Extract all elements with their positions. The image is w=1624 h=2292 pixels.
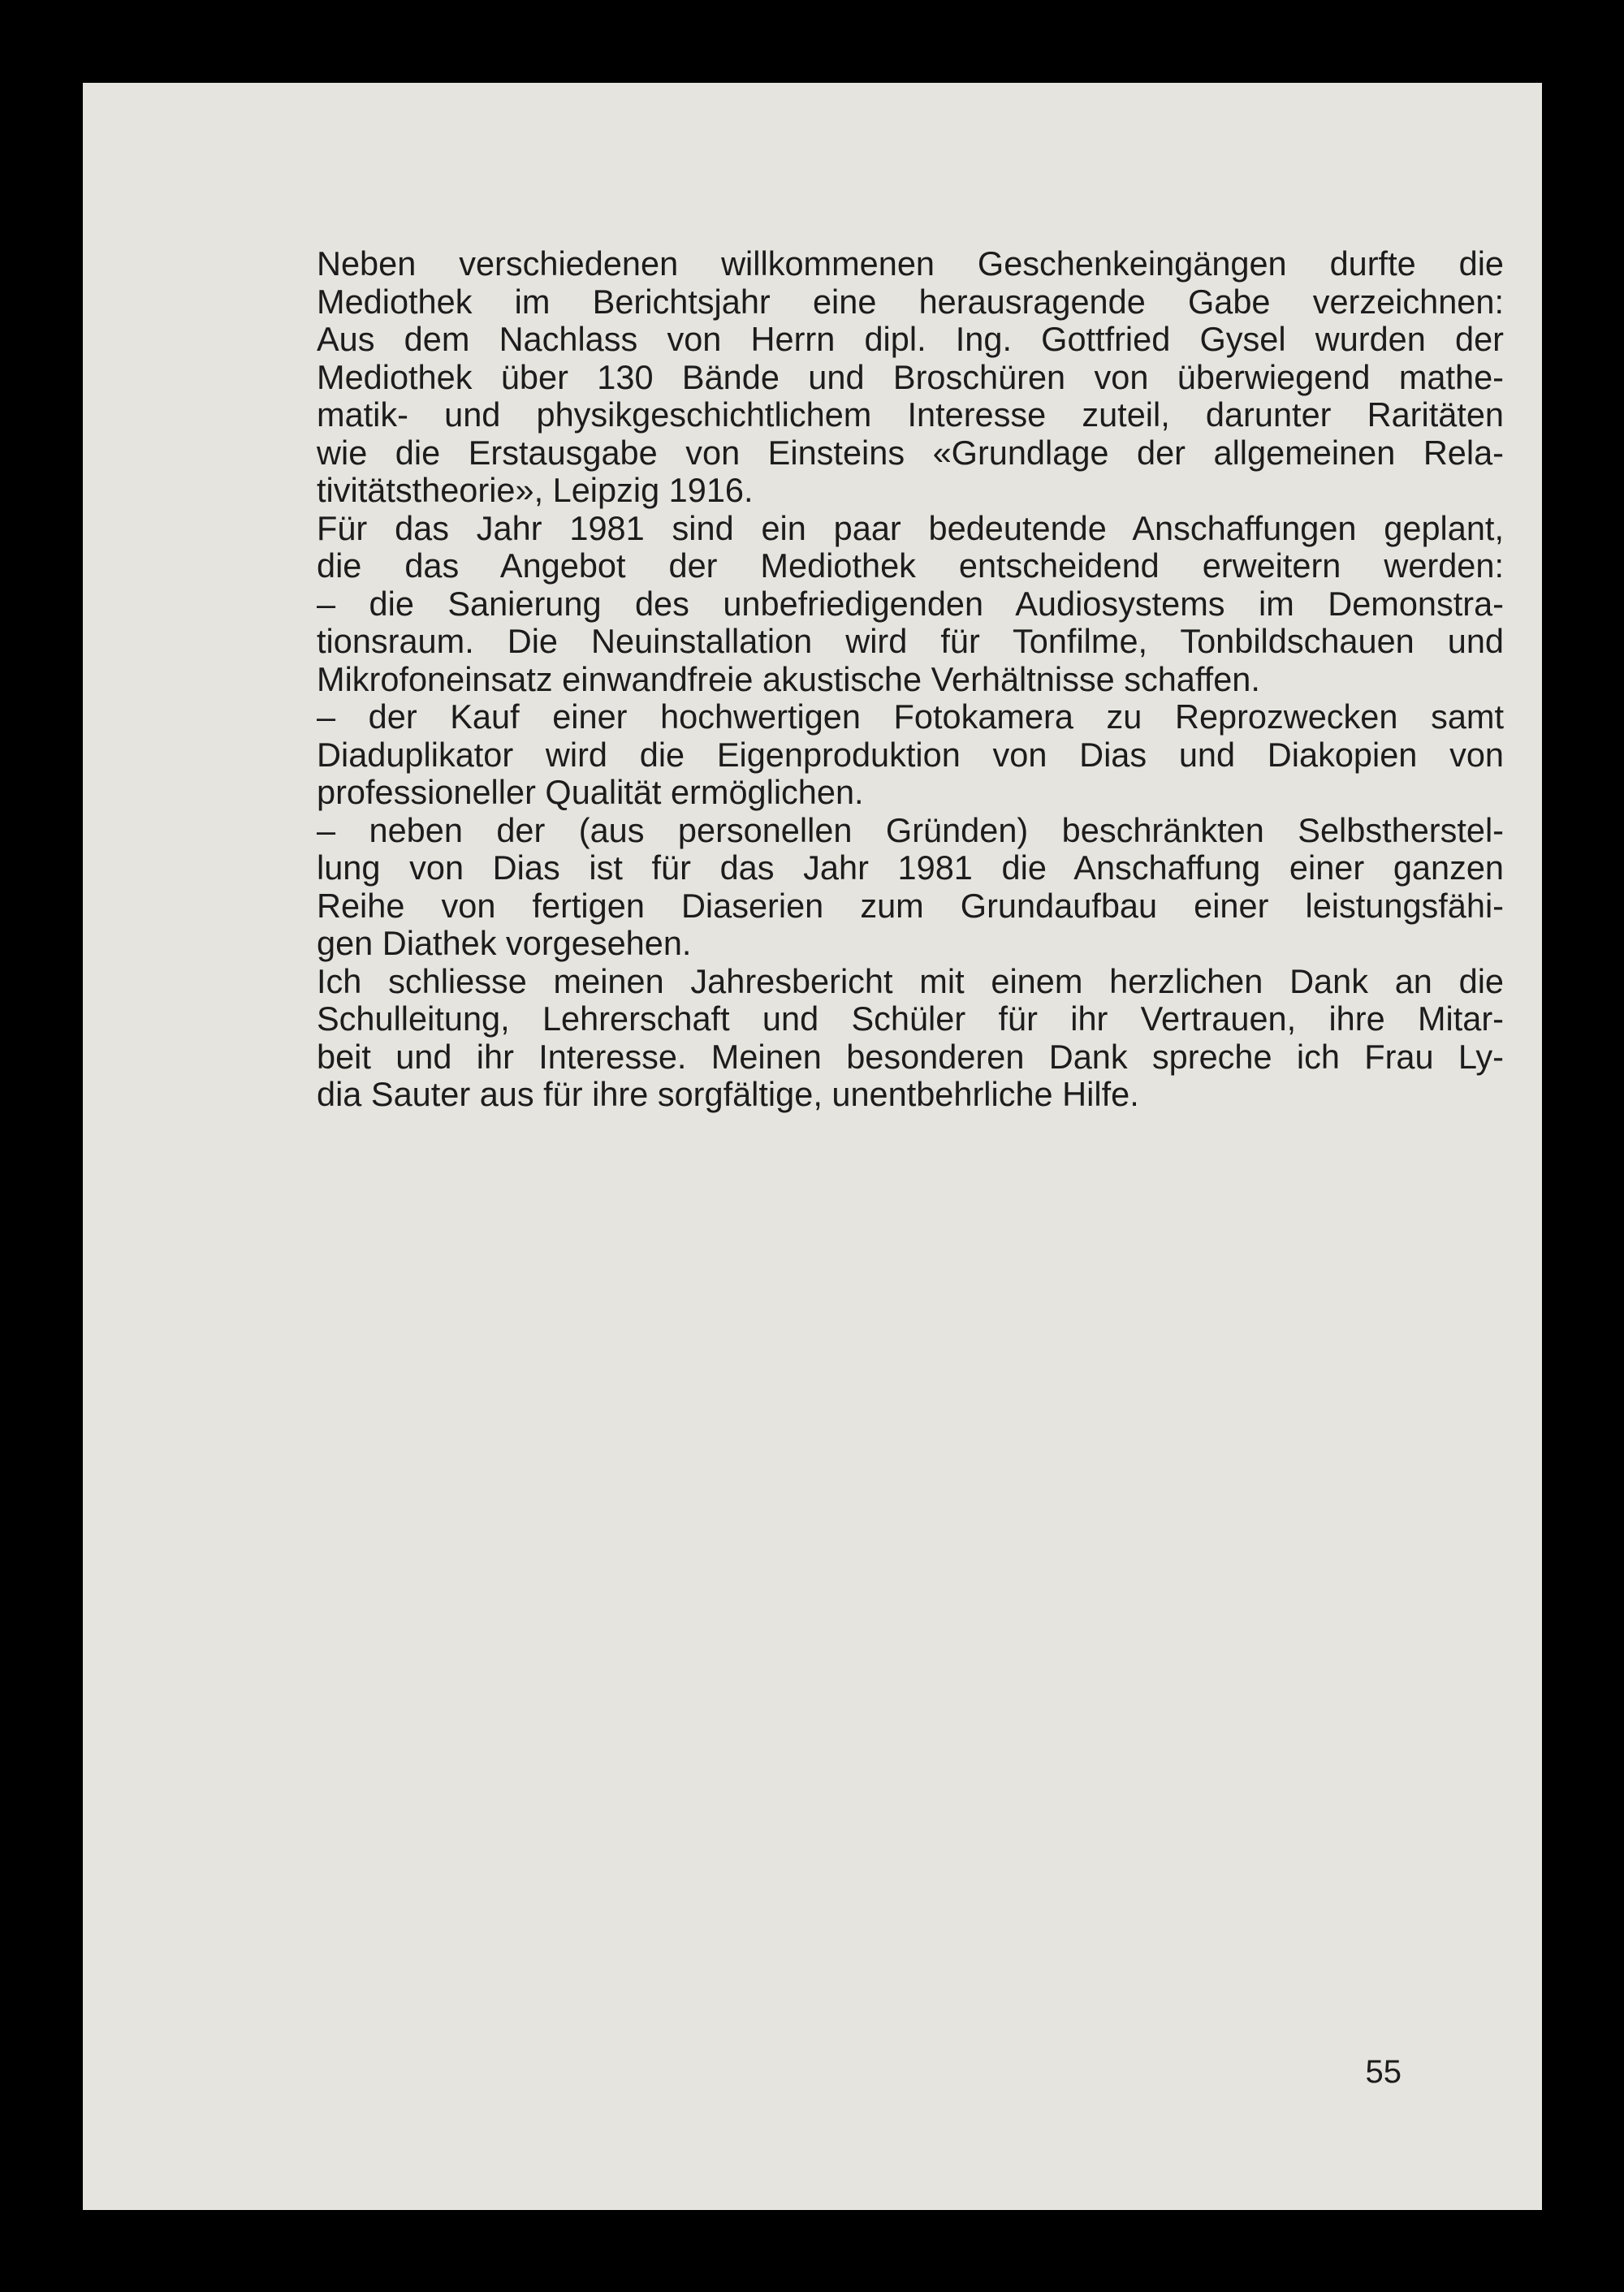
text-line-19: gen Diathek vorgesehen. [317, 924, 692, 962]
text-line-16: – neben der (aus personellen Gründen) beschränkten Selbstherstel- [317, 810, 1504, 849]
text-line-12: Mikrofoneinsatz einwandfreie akustische Verhältnisse schaffen. [317, 659, 1260, 698]
text-line-9: die das Angebot der Mediothek entscheidend erweitern werden: [317, 546, 1504, 585]
text-line-23: dia Sauter aus für ihre sorgfältige, unentbehrliche Hilfe. [317, 1075, 1139, 1113]
text-line-1: Neben verschiedenen willkommenen Geschenkeingängen durfte die [317, 244, 1504, 283]
text-line-6: wie die Erstausgabe von Einsteins «Grundlage der allgemeinen Rela- [317, 433, 1504, 472]
text-line-3: Aus dem Nachlass von Herrn dipl. Ing. Gottfried Gysel wurden der [317, 320, 1504, 358]
text-line-20: Ich schliesse meinen Jahresbericht mit einem herzlichen Dank an die [317, 961, 1504, 1000]
page-number: 55 [1365, 2054, 1402, 2090]
text-line-2: Mediothek im Berichtsjahr eine herausragende Gabe verzeichnen: [317, 282, 1504, 321]
scanned-page [83, 83, 1542, 2210]
text-line-10: – die Sanierung des unbefriedigenden Audiosystems im Demonstra- [317, 584, 1504, 623]
text-line-22: beit und ihr Interesse. Meinen besonderen Dank spreche ich Frau Ly- [317, 1037, 1504, 1076]
text-line-21: Schulleitung, Lehrerschaft und Schüler für ihr Vertrauen, ihre Mitar- [317, 999, 1504, 1038]
text-line-8: Für das Jahr 1981 sind ein paar bedeutende Anschaffungen geplant, [317, 508, 1504, 547]
body-text [317, 245, 1504, 1114]
text-line-11: tionsraum. Die Neuinstallation wird für Tonfilme, Tonbildschauen und [317, 622, 1504, 660]
text-line-13: – der Kauf einer hochwertigen Fotokamera zu Reprozwecken samt [317, 697, 1504, 736]
text-line-7: tivitätstheorie», Leipzig 1916. [317, 471, 754, 509]
text-line-4: Mediothek über 130 Bände und Broschüren von überwiegend mathe- [317, 357, 1504, 396]
text-line-18: Reihe von fertigen Diaserien zum Grundaufbau einer leistungsfähi- [317, 886, 1504, 925]
text-line-15: professioneller Qualität ermöglichen. [317, 773, 864, 811]
text-line-17: lung von Dias ist für das Jahr 1981 die Anschaffung einer ganzen [317, 848, 1504, 887]
text-line-14: Diaduplikator wird die Eigenproduktion von Dias und Diakopien von [317, 735, 1504, 774]
text-line-5: matik- und physikgeschichtlichem Interesse zuteil, darunter Raritäten [317, 395, 1504, 434]
